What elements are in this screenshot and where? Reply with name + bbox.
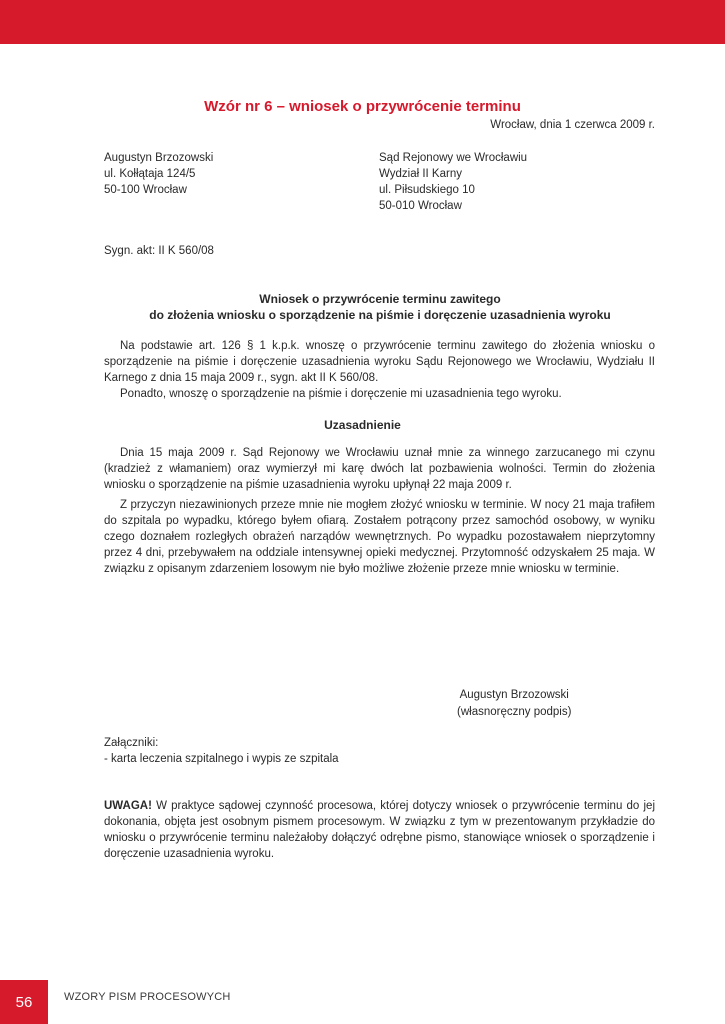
document-title: Wzór nr 6 – wniosek o przywrócenie terminu <box>204 98 521 115</box>
sender-street: ul. Kołłątaja 124/5 <box>104 168 196 180</box>
signature-note: (własnoręczny podpis) <box>457 706 572 718</box>
place-date: Wrocław, dnia 1 czerwca 2009 r. <box>490 119 655 131</box>
motion-paragraph-1: Na podstawie art. 126 § 1 k.p.k. wnoszę o przywrócenie terminu zawitego do złożenia wniosku o sporządzenie na piśmie i doręczenie uzasadnienia wyroku Sądu Rejonowego we Wrocławiu, Wydziału II Karnego z dnia 15 maja 2009 r., sygn. akt II K 560/08. <box>104 340 655 384</box>
warning-title: UWAGA! <box>104 800 152 812</box>
signature-name: Augustyn Brzozowski <box>459 689 569 701</box>
justification-paragraph-2: Z przyczyn niezawinionych przeze mnie nie mogłem złożyć wniosku w terminie. W nocy 21 maja trafiłem do szpitala po wypadku, którego byłem ofiarą. Zostałem potrącony przez samochód osobowy, w wyniku czego doznałem rozległych obrażeń narządów wewnętrznych. Po wypadku pozostawałem nieprzytomny przez 4 dni, przebywałem na oddziale intensywnej opieki medycznej. Przytomność odzyskałem 25 maja. W związku z opisanym zdarzeniem losowym nie było możliwe złożenie przeze mnie wniosku w terminie. <box>104 499 655 575</box>
court-city: 50-010 Wrocław <box>379 200 462 212</box>
motion-heading-line1: Wniosek o przywrócenie terminu zawitego <box>259 292 501 306</box>
signature-block <box>457 687 571 721</box>
court-street: ul. Piłsudskiego 10 <box>379 184 475 196</box>
motion-paragraph-2: Ponadto, wnoszę o sporządzenie na piśmie i doręczenie mi uzasadnienia tego wyroku. <box>120 388 562 400</box>
attachments <box>104 735 339 767</box>
case-number: Sygn. akt: II K 560/08 <box>104 245 214 257</box>
publication-title: WZORY PISM PROCESOWYCH <box>64 991 231 1003</box>
top-accent-bar <box>0 0 725 44</box>
motion-heading-line2: do złożenia wniosku o sporządzenie na piśmie i doręczenie uzasadnienia wyroku <box>149 308 611 322</box>
court-name: Sąd Rejonowy we Wrocławiu <box>379 152 528 164</box>
warning-text: W praktyce sądowej czynność procesowa, której dotyczy wniosek o przywrócenie terminu do jej dokonania, objęta jest osobnym pismem procesowym. W związku z tym w prezentowanym przykładzie do wniosku o przywrócenie terminu należałoby dołączyć odrębne pismo, stanowiące wniosek o sporządzenie i doręczenie uzasadnienia wyroku. <box>104 800 655 860</box>
attachment-item: - karta leczenia szpitalnego i wypis ze szpitala <box>104 753 339 765</box>
sender-city: 50-100 Wrocław <box>104 184 187 196</box>
sender-address <box>104 150 213 198</box>
justification-paragraph-1: Dnia 15 maja 2009 r. Sąd Rejonowy we Wrocławiu uznał mnie za winnego zarzucanego mi czynu (kradzież z włamaniem) oraz wymierzył mi karę dwóch lat pozbawienia wolności. Termin do złożenia wniosku o sporządzenie na piśmie uzasadnienia wyroku upłynął 22 maja 2009 r. <box>104 447 655 491</box>
court-division: Wydział II Karny <box>379 168 462 180</box>
warning-note <box>104 799 655 863</box>
motion-heading <box>90 291 670 323</box>
page-number: 56 <box>0 980 48 1024</box>
justification-heading: Uzasadnienie <box>324 418 401 432</box>
sender-name: Augustyn Brzozowski <box>104 152 214 164</box>
court-address <box>379 150 527 214</box>
attachments-label: Załączniki: <box>104 737 159 749</box>
